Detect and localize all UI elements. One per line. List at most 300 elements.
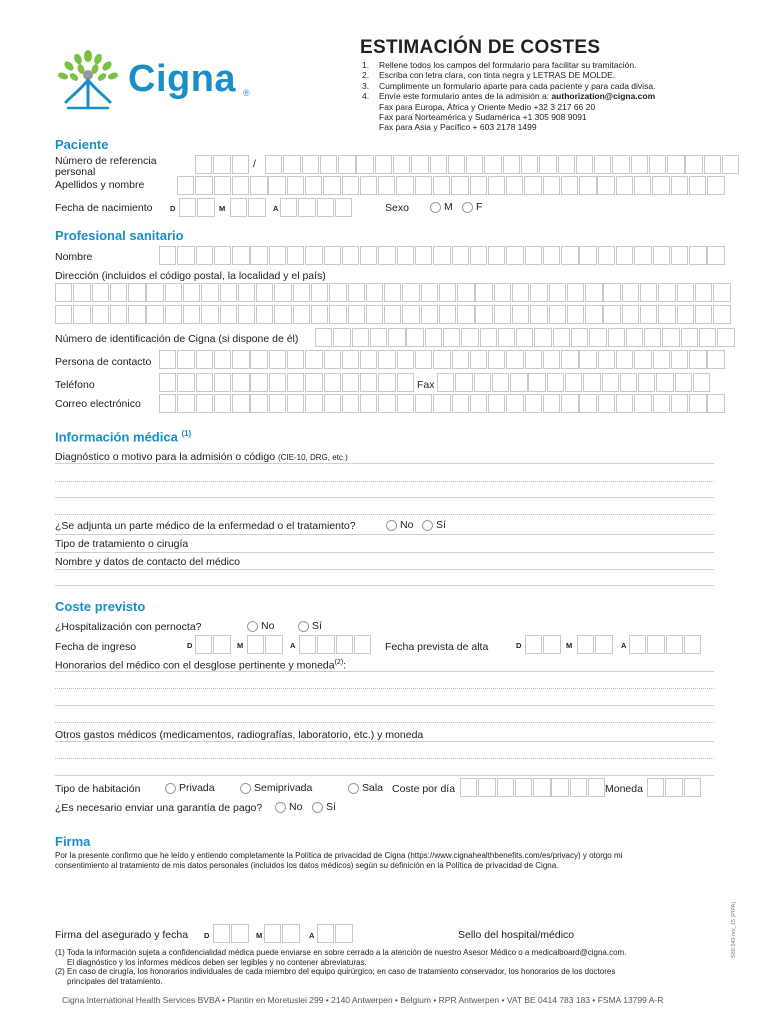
input-cell[interactable] [402, 305, 419, 324]
input-cell[interactable] [342, 246, 359, 265]
input-cell[interactable] [530, 283, 547, 302]
input-cell[interactable] [421, 283, 438, 302]
input-cell[interactable] [634, 350, 651, 369]
input-cell[interactable] [378, 246, 395, 265]
input-cell[interactable] [232, 350, 249, 369]
input-cell[interactable] [320, 155, 337, 174]
input-cell[interactable] [333, 328, 350, 347]
input-cell[interactable] [634, 394, 651, 413]
input-cell[interactable] [305, 394, 322, 413]
input-cell[interactable] [583, 373, 600, 392]
input-cell[interactable] [366, 305, 383, 324]
daily-cost-grid[interactable] [460, 778, 606, 797]
input-cell[interactable] [474, 373, 491, 392]
input-cell[interactable] [232, 176, 249, 195]
input-cell[interactable] [525, 394, 542, 413]
input-cell[interactable] [695, 305, 712, 324]
input-cell[interactable] [213, 635, 230, 654]
input-cell[interactable] [510, 373, 527, 392]
input-cell[interactable] [506, 246, 523, 265]
input-cell[interactable] [250, 373, 267, 392]
input-cell[interactable] [342, 373, 359, 392]
input-cell[interactable] [433, 176, 450, 195]
discharge-year-grid[interactable] [629, 635, 702, 654]
input-cell[interactable] [658, 305, 675, 324]
input-cell[interactable] [620, 373, 637, 392]
dob-month-grid[interactable] [230, 198, 267, 217]
input-cell[interactable] [722, 155, 739, 174]
input-cell[interactable] [195, 176, 212, 195]
input-cell[interactable] [512, 305, 529, 324]
input-cell[interactable] [631, 155, 648, 174]
input-cell[interactable] [92, 283, 109, 302]
input-cell[interactable] [525, 635, 542, 654]
input-cell[interactable] [533, 778, 550, 797]
input-cell[interactable] [287, 350, 304, 369]
input-cell[interactable] [282, 924, 299, 943]
input-cell[interactable] [214, 373, 231, 392]
input-cell[interactable] [238, 305, 255, 324]
input-cell[interactable] [232, 155, 249, 174]
input-cell[interactable] [73, 283, 90, 302]
input-cell[interactable] [324, 246, 341, 265]
input-cell[interactable] [689, 394, 706, 413]
input-cell[interactable] [494, 283, 511, 302]
input-cell[interactable] [177, 176, 194, 195]
input-cell[interactable] [269, 350, 286, 369]
input-cell[interactable] [704, 155, 721, 174]
input-cell[interactable] [264, 924, 281, 943]
input-cell[interactable] [195, 635, 212, 654]
input-cell[interactable] [713, 305, 730, 324]
dob-day-grid[interactable] [179, 198, 216, 217]
input-cell[interactable] [579, 176, 596, 195]
guarantee-no-option[interactable]: No [275, 801, 302, 813]
input-cell[interactable] [685, 155, 702, 174]
input-cell[interactable] [684, 778, 701, 797]
input-cell[interactable] [512, 283, 529, 302]
input-cell[interactable] [159, 394, 176, 413]
input-cell[interactable] [146, 283, 163, 302]
input-cell[interactable] [470, 176, 487, 195]
input-cell[interactable] [558, 155, 575, 174]
input-cell[interactable] [528, 373, 545, 392]
input-cell[interactable] [250, 176, 267, 195]
room-ward-option[interactable]: Sala [348, 782, 383, 794]
input-cell[interactable] [397, 350, 414, 369]
input-cell[interactable] [342, 350, 359, 369]
input-cell[interactable] [475, 305, 492, 324]
input-cell[interactable] [713, 283, 730, 302]
input-cell[interactable] [525, 246, 542, 265]
input-cell[interactable] [461, 328, 478, 347]
input-cell[interactable] [287, 176, 304, 195]
input-cell[interactable] [689, 246, 706, 265]
input-cell[interactable] [644, 328, 661, 347]
input-cell[interactable] [666, 635, 683, 654]
input-cell[interactable] [214, 246, 231, 265]
input-cell[interactable] [269, 394, 286, 413]
input-cell[interactable] [214, 176, 231, 195]
input-cell[interactable] [506, 350, 523, 369]
input-cell[interactable] [547, 373, 564, 392]
discharge-month-grid[interactable] [577, 635, 614, 654]
overnight-no-option[interactable]: No [247, 620, 274, 632]
input-cell[interactable] [196, 350, 213, 369]
input-cell[interactable] [201, 305, 218, 324]
input-cell[interactable] [488, 246, 505, 265]
input-cell[interactable] [622, 283, 639, 302]
address-grid-1[interactable] [55, 283, 731, 302]
guarantee-yes-option[interactable]: Sí [312, 801, 336, 813]
input-cell[interactable] [608, 328, 625, 347]
input-cell[interactable] [585, 305, 602, 324]
input-cell[interactable] [360, 394, 377, 413]
input-cell[interactable] [457, 283, 474, 302]
input-cell[interactable] [433, 350, 450, 369]
cigna-id-grid[interactable] [315, 328, 735, 347]
input-cell[interactable] [525, 350, 542, 369]
input-cell[interactable] [616, 246, 633, 265]
input-cell[interactable] [196, 373, 213, 392]
input-cell[interactable] [298, 198, 315, 217]
input-cell[interactable] [360, 373, 377, 392]
input-cell[interactable] [480, 328, 497, 347]
input-cell[interactable] [433, 394, 450, 413]
input-cell[interactable] [452, 246, 469, 265]
input-cell[interactable] [196, 246, 213, 265]
input-cell[interactable] [602, 373, 619, 392]
input-cell[interactable] [475, 283, 492, 302]
input-cell[interactable] [311, 283, 328, 302]
input-cell[interactable] [571, 328, 588, 347]
input-cell[interactable] [177, 350, 194, 369]
input-cell[interactable] [443, 328, 460, 347]
input-cell[interactable] [280, 198, 297, 217]
input-cell[interactable] [543, 246, 560, 265]
input-cell[interactable] [128, 283, 145, 302]
input-cell[interactable] [397, 246, 414, 265]
input-cell[interactable] [647, 635, 664, 654]
input-cell[interactable] [247, 635, 264, 654]
input-cell[interactable] [352, 328, 369, 347]
input-cell[interactable] [494, 305, 511, 324]
input-cell[interactable] [268, 176, 285, 195]
input-cell[interactable] [213, 924, 230, 943]
input-cell[interactable] [598, 350, 615, 369]
input-cell[interactable] [220, 305, 237, 324]
input-cell[interactable] [256, 283, 273, 302]
input-cell[interactable] [317, 635, 334, 654]
input-cell[interactable] [439, 283, 456, 302]
input-cell[interactable] [488, 394, 505, 413]
input-cell[interactable] [324, 350, 341, 369]
sign-month-grid[interactable] [264, 924, 301, 943]
input-cell[interactable] [177, 246, 194, 265]
input-cell[interactable] [378, 373, 395, 392]
input-cell[interactable] [55, 305, 72, 324]
input-cell[interactable] [470, 394, 487, 413]
input-cell[interactable] [360, 350, 377, 369]
input-cell[interactable] [311, 305, 328, 324]
input-cell[interactable] [230, 198, 247, 217]
input-cell[interactable] [488, 176, 505, 195]
input-cell[interactable] [640, 283, 657, 302]
input-cell[interactable] [634, 176, 651, 195]
input-cell[interactable] [356, 155, 373, 174]
input-cell[interactable] [302, 155, 319, 174]
input-cell[interactable] [629, 635, 646, 654]
report-yes-option[interactable]: Sí [422, 519, 446, 531]
input-cell[interactable] [567, 305, 584, 324]
input-cell[interactable] [588, 778, 605, 797]
input-cell[interactable] [335, 198, 352, 217]
input-cell[interactable] [515, 778, 532, 797]
input-cell[interactable] [183, 283, 200, 302]
provider-name-grid[interactable] [159, 246, 726, 265]
input-cell[interactable] [305, 176, 322, 195]
input-cell[interactable] [415, 350, 432, 369]
input-cell[interactable] [265, 155, 282, 174]
input-cell[interactable] [658, 283, 675, 302]
input-cell[interactable] [455, 373, 472, 392]
contact-grid[interactable] [159, 350, 726, 369]
input-cell[interactable] [451, 176, 468, 195]
input-cell[interactable] [616, 176, 633, 195]
currency-grid[interactable] [647, 778, 702, 797]
input-cell[interactable] [594, 155, 611, 174]
input-cell[interactable] [177, 394, 194, 413]
input-cell[interactable] [250, 394, 267, 413]
input-cell[interactable] [567, 283, 584, 302]
input-cell[interactable] [717, 328, 734, 347]
input-cell[interactable] [585, 283, 602, 302]
input-cell[interactable] [543, 350, 560, 369]
input-cell[interactable] [598, 394, 615, 413]
admission-year-grid[interactable] [299, 635, 372, 654]
input-cell[interactable] [342, 394, 359, 413]
input-cell[interactable] [293, 305, 310, 324]
input-cell[interactable] [393, 155, 410, 174]
input-cell[interactable] [256, 305, 273, 324]
input-cell[interactable] [671, 394, 688, 413]
input-cell[interactable] [675, 373, 692, 392]
input-cell[interactable] [622, 305, 639, 324]
input-cell[interactable] [317, 924, 334, 943]
input-cell[interactable] [388, 328, 405, 347]
input-cell[interactable] [283, 155, 300, 174]
input-cell[interactable] [577, 635, 594, 654]
input-cell[interactable] [378, 176, 395, 195]
email-grid[interactable] [159, 394, 726, 413]
input-cell[interactable] [269, 373, 286, 392]
input-cell[interactable] [579, 394, 596, 413]
input-cell[interactable] [214, 394, 231, 413]
input-cell[interactable] [265, 635, 282, 654]
discharge-day-grid[interactable] [525, 635, 562, 654]
room-semi-option[interactable]: Semiprivada [240, 782, 312, 794]
input-cell[interactable] [274, 305, 291, 324]
input-cell[interactable] [370, 328, 387, 347]
input-cell[interactable] [597, 176, 614, 195]
input-cell[interactable] [470, 350, 487, 369]
input-cell[interactable] [534, 328, 551, 347]
input-cell[interactable] [287, 394, 304, 413]
input-cell[interactable] [478, 778, 495, 797]
report-no-option[interactable]: No [386, 519, 413, 531]
input-cell[interactable] [549, 305, 566, 324]
input-cell[interactable] [653, 394, 670, 413]
input-cell[interactable] [671, 350, 688, 369]
input-cell[interactable] [656, 373, 673, 392]
input-cell[interactable] [128, 305, 145, 324]
input-cell[interactable] [411, 155, 428, 174]
input-cell[interactable] [707, 246, 724, 265]
input-cell[interactable] [179, 198, 196, 217]
input-cell[interactable] [439, 305, 456, 324]
patient-ref-grid-b[interactable] [265, 155, 740, 174]
input-cell[interactable] [506, 394, 523, 413]
input-cell[interactable] [274, 283, 291, 302]
input-cell[interactable] [196, 394, 213, 413]
input-cell[interactable] [579, 350, 596, 369]
input-cell[interactable] [287, 373, 304, 392]
input-cell[interactable] [146, 305, 163, 324]
input-cell[interactable] [681, 328, 698, 347]
input-cell[interactable] [640, 305, 657, 324]
sex-male-option[interactable]: M [430, 201, 453, 213]
input-cell[interactable] [348, 283, 365, 302]
input-cell[interactable] [232, 246, 249, 265]
input-cell[interactable] [695, 283, 712, 302]
input-cell[interactable] [561, 176, 578, 195]
patient-name-grid[interactable] [177, 176, 725, 195]
input-cell[interactable] [634, 246, 651, 265]
input-cell[interactable] [177, 373, 194, 392]
input-cell[interactable] [397, 373, 414, 392]
input-cell[interactable] [543, 635, 560, 654]
input-cell[interactable] [159, 350, 176, 369]
input-cell[interactable] [335, 924, 352, 943]
input-cell[interactable] [603, 283, 620, 302]
input-cell[interactable] [649, 155, 666, 174]
input-cell[interactable] [616, 394, 633, 413]
input-cell[interactable] [287, 246, 304, 265]
input-cell[interactable] [375, 155, 392, 174]
input-cell[interactable] [452, 394, 469, 413]
input-cell[interactable] [354, 635, 371, 654]
input-cell[interactable] [402, 283, 419, 302]
input-cell[interactable] [616, 350, 633, 369]
input-cell[interactable] [579, 246, 596, 265]
input-cell[interactable] [366, 283, 383, 302]
input-cell[interactable] [248, 198, 265, 217]
input-cell[interactable] [299, 635, 316, 654]
input-cell[interactable] [626, 328, 643, 347]
admission-day-grid[interactable] [195, 635, 232, 654]
input-cell[interactable] [213, 155, 230, 174]
input-cell[interactable] [561, 246, 578, 265]
input-cell[interactable] [250, 246, 267, 265]
input-cell[interactable] [612, 155, 629, 174]
input-cell[interactable] [595, 635, 612, 654]
input-cell[interactable] [561, 350, 578, 369]
dob-year-grid[interactable] [280, 198, 353, 217]
input-cell[interactable] [214, 350, 231, 369]
input-cell[interactable] [165, 283, 182, 302]
input-cell[interactable] [329, 283, 346, 302]
input-cell[interactable] [689, 176, 706, 195]
input-cell[interactable] [470, 246, 487, 265]
input-cell[interactable] [699, 328, 716, 347]
input-cell[interactable] [671, 246, 688, 265]
input-cell[interactable] [110, 305, 127, 324]
input-cell[interactable] [293, 283, 310, 302]
input-cell[interactable] [452, 350, 469, 369]
input-cell[interactable] [421, 305, 438, 324]
input-cell[interactable] [73, 305, 90, 324]
input-cell[interactable] [329, 305, 346, 324]
input-cell[interactable] [693, 373, 710, 392]
input-cell[interactable] [506, 176, 523, 195]
input-cell[interactable] [159, 246, 176, 265]
input-cell[interactable] [430, 155, 447, 174]
input-cell[interactable] [159, 373, 176, 392]
sign-day-grid[interactable] [213, 924, 250, 943]
input-cell[interactable] [165, 305, 182, 324]
input-cell[interactable] [543, 394, 560, 413]
input-cell[interactable] [201, 283, 218, 302]
input-cell[interactable] [433, 246, 450, 265]
input-cell[interactable] [384, 305, 401, 324]
input-cell[interactable] [269, 246, 286, 265]
overnight-yes-option[interactable]: Sí [298, 620, 322, 632]
input-cell[interactable] [323, 176, 340, 195]
input-cell[interactable] [415, 394, 432, 413]
input-cell[interactable] [707, 350, 724, 369]
input-cell[interactable] [437, 373, 454, 392]
fax-grid[interactable] [437, 373, 711, 392]
input-cell[interactable] [336, 635, 353, 654]
input-cell[interactable] [521, 155, 538, 174]
input-cell[interactable] [448, 155, 465, 174]
input-cell[interactable] [603, 305, 620, 324]
input-cell[interactable] [378, 394, 395, 413]
phone-grid[interactable] [159, 373, 415, 392]
input-cell[interactable] [539, 155, 556, 174]
input-cell[interactable] [231, 924, 248, 943]
sign-year-grid-visible[interactable] [317, 924, 354, 943]
input-cell[interactable] [553, 328, 570, 347]
input-cell[interactable] [324, 373, 341, 392]
input-cell[interactable] [707, 176, 724, 195]
input-cell[interactable] [492, 373, 509, 392]
input-cell[interactable] [195, 155, 212, 174]
input-cell[interactable] [232, 394, 249, 413]
input-cell[interactable] [498, 328, 515, 347]
input-cell[interactable] [305, 350, 322, 369]
input-cell[interactable] [484, 155, 501, 174]
input-cell[interactable] [530, 305, 547, 324]
input-cell[interactable] [689, 350, 706, 369]
input-cell[interactable] [415, 176, 432, 195]
input-cell[interactable] [183, 305, 200, 324]
input-cell[interactable] [415, 246, 432, 265]
input-cell[interactable] [55, 283, 72, 302]
input-cell[interactable] [305, 373, 322, 392]
input-cell[interactable] [503, 155, 520, 174]
input-cell[interactable] [425, 328, 442, 347]
